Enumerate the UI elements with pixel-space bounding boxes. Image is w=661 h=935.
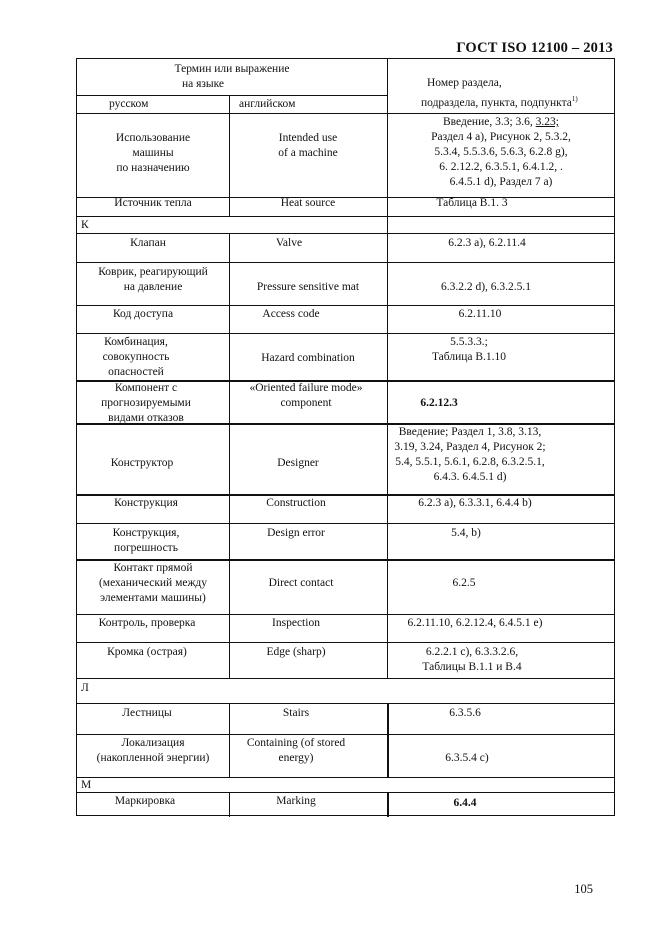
term-ru: Маркировка	[114, 795, 176, 807]
section-header: Номер раздела,	[427, 77, 502, 89]
term-ru: Контроль, проверка	[98, 617, 196, 629]
term-en: Containing (of stored energy)	[246, 737, 346, 764]
term-en: Stairs	[282, 707, 310, 719]
term-ref: 6.2.12.3	[420, 397, 458, 409]
term-ru: Источник тепла	[114, 197, 192, 209]
col-ru-header: русском	[109, 98, 149, 110]
term-en: Construction	[266, 497, 326, 509]
term-ref: 5.5.3.3.; Таблица В.1.10	[431, 336, 507, 363]
term-ref: Таблица В.1. 3	[436, 197, 508, 209]
term-en: Marking	[276, 795, 316, 807]
term-ref: 6.2.3 а), 6.2.11.4	[448, 237, 526, 249]
term-ru: Комбинация, совокупность опасностей	[102, 336, 170, 378]
term-ref: Введение; Раздел 1, 3.8, 3.13, 3.19, 3.24, Раздел 4, Рисунок 2; 5.4, 5.5.1, 5.6.1, 6.2.8, 6.3.2.5.1, 6.4.3. 6.4.5.1 d)	[394, 426, 546, 483]
term-ru: Использование машины по назначению	[115, 132, 191, 174]
term-en: Design error	[267, 527, 325, 539]
term-title: Термин или выражение	[174, 63, 290, 75]
term-ru: Код доступа	[112, 308, 174, 320]
term-ref: 6.3.5.4 с)	[445, 752, 489, 764]
term-ru: Лестницы	[122, 707, 172, 719]
term-ru: Конструктор	[110, 457, 174, 469]
section-header-2: подраздела, пункта, подпункта$^{1)}$	[421, 95, 578, 109]
term-ref: 6.3.5.6	[449, 707, 481, 719]
term-ref: 6.2.11.10, 6.2.12.4, 6.4.5.1 е)	[407, 617, 543, 629]
term-title-2: на языке	[181, 78, 225, 90]
term-ru: Контакт прямой (механический между элементами машины)	[98, 562, 208, 604]
term-en: Access code	[262, 308, 320, 320]
term-ref: 6.3.2.2 d), 6.3.2.5.1	[440, 281, 532, 293]
term-ref: 6.2.5	[452, 577, 476, 589]
term-ref: Введение, 3.3; 3.6, 3.23; Раздел 4 а), Рисунок 2, 5.3.2, 5.3.4, 5.5.3.6, 5.6.3, 6.2.8 g), 6. 2.12.2, 6.3.5.1, 6.4.1.2, . 6.4.5.1 d), Раздел 7 а)	[431, 116, 571, 188]
term-ru: Конструкция, погрешность	[112, 527, 180, 554]
term-en: Edge (sharp)	[266, 646, 326, 658]
term-ru: Компонент с прогнозируемыми видами отказов	[101, 382, 191, 424]
letter-heading: М	[81, 779, 92, 791]
term-ref: 5.4, b)	[451, 527, 481, 539]
term-en: Designer	[277, 457, 319, 469]
term-ru: Конструкция	[114, 497, 178, 509]
term-ref: 6.2.3 а), 6.3.3.1, 6.4.4 b)	[418, 497, 532, 509]
term-en: Inspection	[272, 617, 320, 629]
term-ru: Локализация (накопленной энергии)	[96, 737, 210, 764]
term-ru: Кромка (острая)	[107, 646, 187, 658]
term-ru: Коврик, реагирующий на давление	[98, 266, 208, 293]
term-en: Direct contact	[268, 577, 334, 589]
letter-heading: К	[81, 219, 89, 231]
term-en: Intended use of a machine	[278, 132, 338, 159]
term-en: Valve	[275, 237, 303, 249]
term-en: Hazard combination	[261, 352, 355, 364]
term-ref: 6.2.2.1 с), 6.3.3.2.6, Таблицы В.1.1 и В.4	[422, 646, 522, 673]
index-table	[76, 58, 615, 816]
term-ru: Клапан	[130, 237, 166, 249]
term-ref: 6.2.11.10	[458, 308, 502, 320]
letter-heading: Л	[81, 682, 89, 694]
term-ref: 6.4.4	[453, 797, 477, 809]
term-en: Pressure sensitive mat	[256, 281, 360, 293]
term-en: Heat source	[280, 197, 336, 209]
term-en: «Oriented failure mode» component	[249, 382, 363, 409]
col-en-header: английском	[239, 98, 296, 110]
page-number: 105	[574, 882, 593, 896]
standard-header: ГОСТ ISO 12100 – 2013	[456, 40, 613, 56]
